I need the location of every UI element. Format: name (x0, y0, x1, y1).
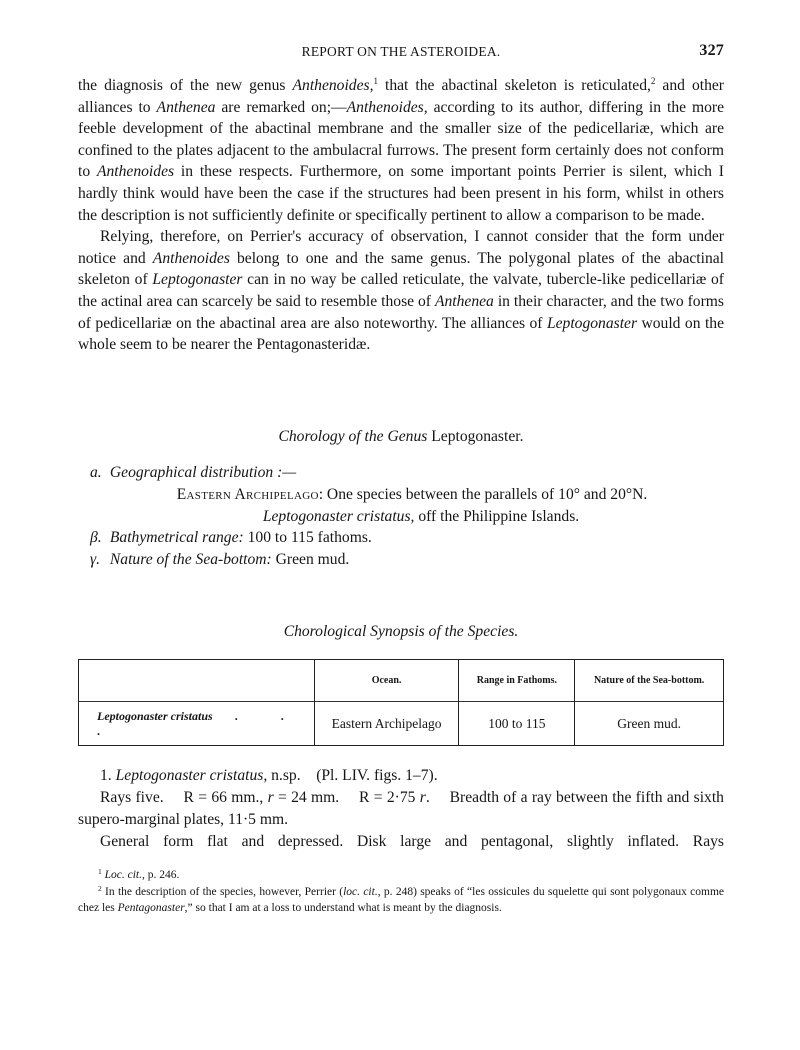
chorology-heading-italic: Chorology of the Genus (278, 428, 428, 445)
intro-paragraph-1 (78, 75, 724, 226)
table-row (79, 702, 724, 746)
plate-reference: (Pl. LIV. figs. 1–7). (316, 767, 438, 784)
italic-run: Anthenoides, (292, 77, 374, 94)
text-run: , p. 246. (142, 869, 180, 881)
chorology-item-sea-bottom (78, 549, 724, 571)
text-run: in these respects. Furthermore, on some important points Perrier is silent, which I hardly think would have been the case if the structures had been present in his form, whilst in others the description is not sufficiently definite or specifically pertinent to allow a comparison to be made. (78, 163, 724, 224)
cell-sea-bottom: Green mud. (575, 702, 724, 746)
italic-run: r (267, 789, 274, 806)
item-value: Green mud. (275, 551, 350, 569)
synopsis-heading (78, 623, 724, 641)
text-run: . Breadth of a ray between the fifth and sixth supero-marginal plates, 11·5 mm. (78, 789, 724, 828)
text-run: , p. 248) speaks of “les ossicules du squelette qui sont polygonaux comme chez les (78, 885, 725, 914)
synopsis-table (78, 659, 724, 746)
distribution-region-line (78, 484, 724, 506)
footnotes (78, 867, 724, 917)
italic-run: r (419, 789, 426, 806)
text-run: Rays five. R = 66 mm., (100, 789, 268, 806)
italic-run: Leptogonaster (152, 271, 243, 289)
italic-run: Leptogonaster (546, 314, 638, 332)
footnote-marker: 1 (98, 867, 102, 876)
footnote-2 (78, 884, 724, 917)
species-measurements (78, 787, 724, 831)
text-run: = 24 mm. R = 2·75 (273, 789, 420, 806)
text-run: and other alliances to (78, 77, 724, 116)
item-label: Nature of the Sea-bottom: (109, 551, 272, 569)
text-run: are remarked on;— (215, 98, 347, 116)
species-name: Leptogonaster cristatus, (115, 767, 268, 784)
cell-species (79, 702, 315, 746)
item-marker: β. (90, 529, 102, 547)
text-run: in their character, and the two forms of pedicellariæ on the abactinal area are also noteworthy. The alliances of (78, 292, 724, 332)
distribution-species-line (78, 506, 724, 528)
chorology-item-bathymetrical (78, 527, 724, 549)
distribution-region: Eastern Archipelago (176, 486, 319, 503)
synopsis-heading-text: Chorological Synopsis of the Species. (283, 623, 519, 640)
italic-run: Anthenea (434, 292, 494, 310)
footnote-marker: 2 (650, 76, 656, 86)
chorology-heading (78, 428, 724, 446)
species-name: Leptogonaster cristatus (97, 708, 213, 723)
text-run: would on the whole seem to be nearer the Pentagonasteridæ. (78, 314, 724, 354)
distribution-region-text: : One species between the parallels of 10° and 20°N. (318, 486, 648, 503)
italic-run: Anthenea (156, 98, 216, 116)
footnote-marker: 2 (98, 883, 102, 893)
italic-run: Loc. cit. (104, 869, 142, 881)
distribution-species: Leptogonaster cristatus, (262, 507, 415, 525)
item-label: Geographical distribution :— (109, 464, 297, 481)
italic-run: Anthenoides (96, 163, 175, 181)
text-run: the diagnosis of the new genus (78, 77, 293, 94)
species-entry (78, 765, 724, 853)
table-header-row (79, 660, 724, 702)
item-marker: γ. (90, 551, 101, 569)
column-header-species (79, 660, 315, 702)
species-status: n.sp. (267, 767, 301, 784)
column-header-ocean: Ocean. (314, 660, 459, 702)
chorology-item-geographical (78, 462, 724, 484)
text-run: Relying, therefore, on Perrier's accuracy of observation, I cannot consider that the form under notice and (78, 228, 724, 267)
item-value: 100 to 115 fathoms. (247, 529, 372, 547)
italic-run: Anthenoides (152, 249, 230, 267)
text-run: ,” so that I am at a loss to understand what is meant by the diagnosis. (184, 902, 502, 914)
text-run: In the description of the species, however, Perrier ( (101, 885, 344, 898)
text-run: belong to one and the same genus. The polygonal plates of the abactinal skeleton of (78, 249, 724, 289)
item-marker: a. (90, 464, 102, 481)
intro-text (78, 75, 724, 356)
column-header-range: Range in Fathoms. (459, 660, 575, 702)
cell-range: 100 to 115 (459, 702, 575, 746)
column-header-sea-bottom: Nature of the Sea-bottom. (575, 660, 724, 702)
page-number: 327 (699, 42, 724, 59)
text-run: that the abactinal skeleton is reticulated, (377, 77, 651, 94)
leader-dots: . . . (97, 708, 304, 738)
item-label: Bathymetrical range: (109, 529, 244, 547)
italic-run: loc. cit. (343, 885, 378, 898)
distribution-locality: off the Philippine Islands. (414, 507, 580, 525)
footnote-marker: 1 (373, 76, 378, 86)
chorology-list (78, 462, 724, 571)
footnote-1 (78, 867, 724, 884)
species-title-line (78, 765, 724, 787)
italic-run: Pentagonaster (117, 902, 185, 914)
intro-paragraph-2 (78, 226, 724, 356)
running-title: REPORT ON THE ASTEROIDEA. (301, 44, 501, 59)
chorology-heading-genus: Leptogonaster. (431, 428, 524, 445)
running-head (78, 44, 724, 64)
text-run: can in no way be called reticulate, the valvate, tubercle-like pedicellariæ of the actinal area can scarcely be said to resemble those of (78, 271, 724, 310)
species-general-form: General form flat and depressed. Disk large and pentagonal, slightly inflated. Rays (100, 833, 724, 850)
species-number: 1. (100, 767, 112, 784)
text-run: according to its author, differing in the more feeble development of the abactinal membrane and the smaller size of the pedicellariæ, which are confined to the plates adjacent to the ambulacral furrows. The present form certainly does not conform to (78, 98, 725, 181)
cell-ocean: Eastern Archipelago (314, 702, 459, 746)
italic-run: Anthenoides, (346, 98, 428, 116)
